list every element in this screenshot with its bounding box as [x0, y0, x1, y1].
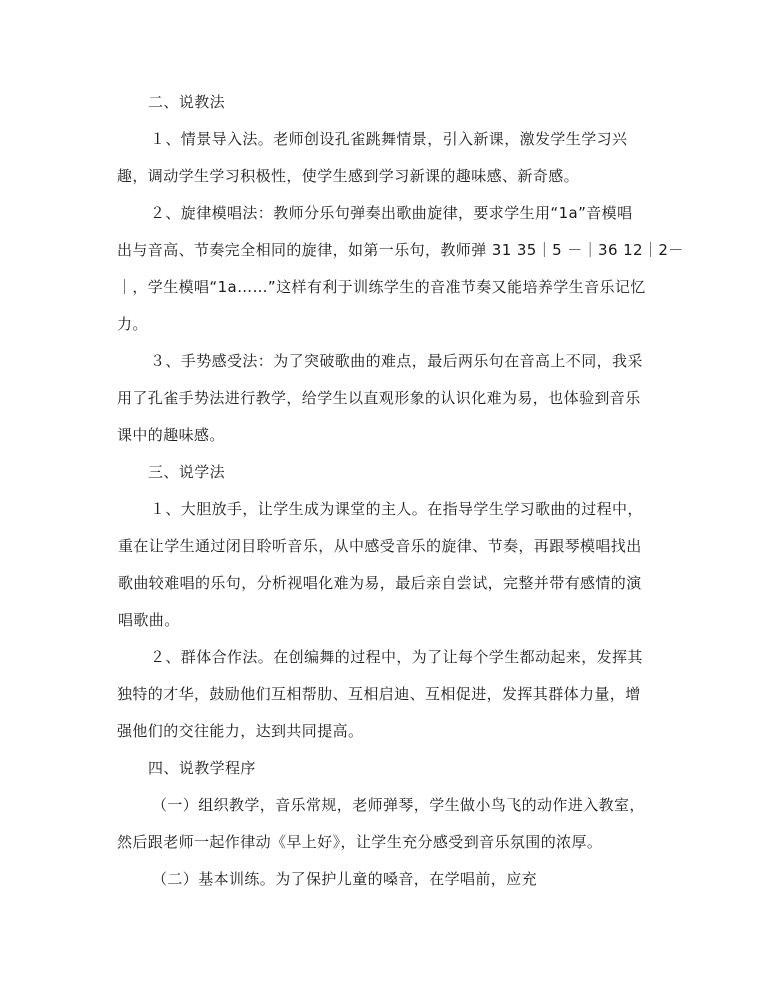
paragraph-line: 用了孔雀手势法进行教学，给学生以直观形象的认识化难为易，也体验到音乐	[117, 389, 641, 407]
paragraph-line: 独特的才华，鼓励他们互相帮肋、互相启迪、互相促进，发挥其群体力量，增	[117, 685, 641, 703]
paragraph-line: （二）基本训练。为了保护儿童的嗓音，在学唱前，应充	[152, 870, 538, 888]
paragraph-line: ２、群体合作法。在创编舞的过程中，为了让每个学生都动起来，发挥其	[150, 648, 643, 666]
paragraph-line: 课中的趣味感。	[117, 426, 225, 444]
heading-learning-method: 三、说学法	[148, 463, 226, 481]
paragraph-line: １、情景导入法。老师创设孔雀跳舞情景，引入新课，激发学生学习兴	[150, 130, 628, 148]
paragraph-line: （一）组织教学，音乐常规，老师弹琴，学生做小鸟飞的动作进入教室，	[152, 796, 645, 814]
paragraph-line: 歌曲较难唱的乐句，分析视唱化难为易，最后亲自尝试，完整并带有感情的演	[118, 574, 642, 592]
paragraph-line: 唱歌曲。	[118, 611, 180, 629]
paragraph-line: 强他们的交往能力，达到共同提高。	[117, 722, 364, 740]
paragraph-line: ｜，学生模唱“1a……”这样有利于训练学生的音准节奏又能培养学生音乐记忆	[117, 278, 646, 296]
heading-teaching-method: 二、说教法	[148, 93, 226, 111]
paragraph-line: 然后跟老师一起作律动《早上好》，让学生充分感受到音乐氛围的浓厚。	[117, 833, 603, 851]
paragraph-line: 重在让学生通过闭目聆听音乐，从中感受音乐的旋律、节奏，再跟琴模唱找出	[118, 537, 642, 555]
paragraph-line: 趣，调动学生学习积极性，使学生感到学习新课的趣味感、新奇感。	[117, 167, 580, 185]
paragraph-line: ２、旋律模唱法：教师分乐句弹奏出歌曲旋律，要求学生用“1a”音模唱	[150, 204, 633, 222]
paragraph-line: 出与音高、节奏完全相同的旋律，如第一乐句，教师弹 31 35｜5 －｜36 12｜2－	[117, 241, 684, 259]
paragraph-line: 力。	[117, 315, 148, 333]
paragraph-line: １、大胆放手，让学生成为课堂的主人。在指导学生学习歌曲的过程中，	[150, 500, 643, 518]
heading-teaching-procedure: 四、说教学程序	[148, 759, 256, 777]
paragraph-line: ３、手势感受法：为了突破歌曲的难点，最后两乐句在音高上不同，我采	[150, 352, 643, 370]
